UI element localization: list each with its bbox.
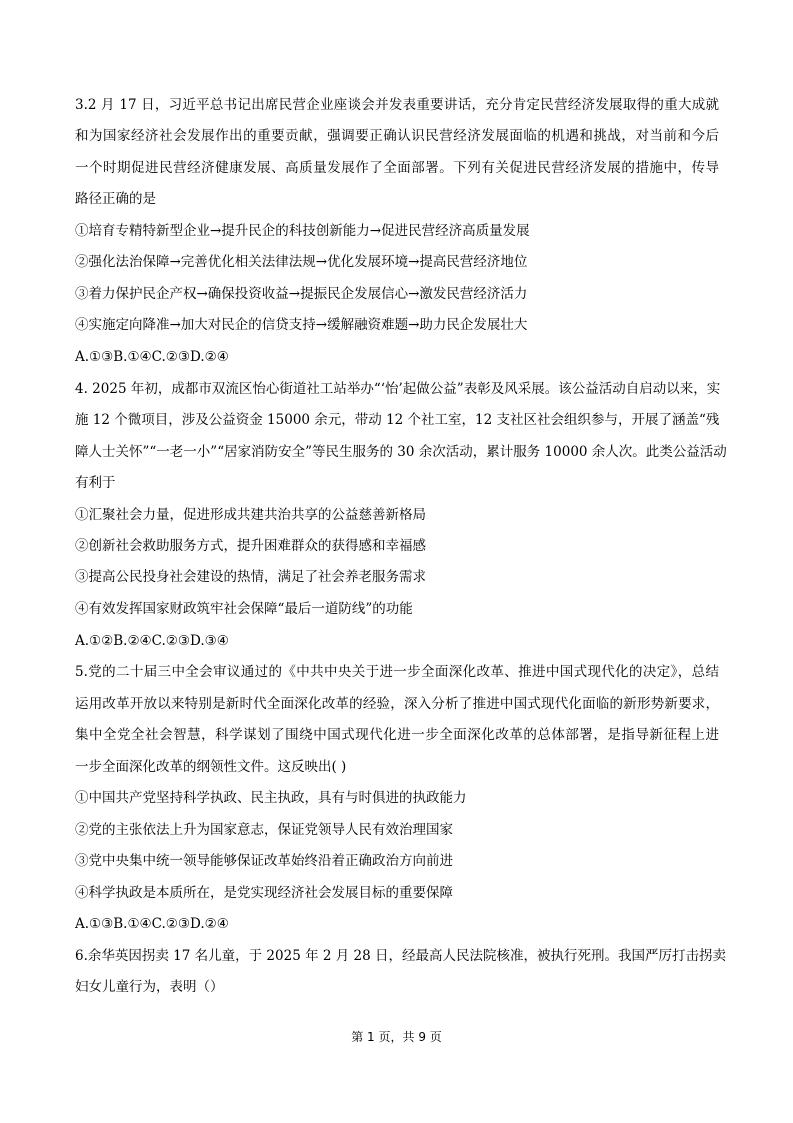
q5-answer-choices: A.①③B.①④C.②③D.②④ [75,916,229,932]
q3-option-4: ④实施定向降准→加大对民企的信贷支持→缓解融资难题→助力民企发展壮大 [75,317,528,333]
page-number-footer: 第 1 页，共 9 页 [351,1030,442,1044]
q3-option-3: ③着力保护民企产权→确保投资收益→提振民企发展信心→激发民营经济活力 [75,286,528,302]
q6-stem-line-1: 6.余华英因拐卖 17 名儿童，于 2025 年 2 月 28 日，经最高人民法院核准，被执行死刑。我国严厉打击拐卖 [75,948,727,964]
q4-stem-line-4: 有利于 [75,475,116,491]
q4-option-1: ①汇聚社会力量，促进形成共建共治共享的公益慈善新格局 [75,507,426,523]
q6-stem-line-2: 妇女儿童行为，表明（） [75,979,224,995]
q4-option-4: ④有效发挥国家财政筑牢社会保障“最后一道防线”的功能 [75,601,413,617]
q4-option-2: ②创新社会救助服务方式，提升困难群众的获得感和幸福感 [75,538,426,554]
q4-stem-line-1: 4. 2025 年初，成都市双流区怡心街道社工站举办“‘怡’起做公益”表彰及风采展。该公益活动自启动以来，实 [75,381,721,397]
q5-option-4: ④科学执政是本质所在，是党实现经济社会发展目标的重要保障 [75,885,453,901]
q3-option-2: ②强化法治保障→完善优化相关法律法规→优化发展环境→提高民营经济地位 [75,254,528,270]
q5-stem-line-3: 集中全党全社会智慧，科学谋划了围绕中国式现代化进一步全面深化改革的总体部署，是指导新征程上进 [75,727,719,743]
q4-stem-line-3: 障人士关怀”“一老一小”“居家消防安全”等民生服务的 30 余次活动，累计服务 10000 余人次。此类公益活动 [75,444,727,460]
q3-stem-line-3: 一个时期促进民营经济健康发展、高质量发展作了全面部署。下列有关促进民营经济发展的措施中，传导 [75,160,719,176]
q5-option-2: ②党的主张依法上升为国家意志，保证党领导人民有效治理国家 [75,822,453,838]
q4-answer-choices: A.①②B.②④C.②③D.③④ [75,633,229,649]
q3-stem-line-4: 路径正确的是 [75,191,156,207]
q3-stem-line-2: 和为国家经济社会发展作出的重要贡献，强调要正确认识民营经济发展面临的机遇和挑战，对当前和今后 [75,128,719,144]
q5-stem-line-4: 一步全面深化改革的纲领性文件。这反映出( ) [75,759,347,775]
q5-stem-line-1: 5.党的二十届三中全会审议通过的《中共中央关于进一步全面深化改革、推进中国式现代化的决定》，总结 [75,664,719,680]
q3-answer-choices: A.①③B.①④C.②③D.②④ [75,349,229,365]
q3-stem-line-1: 3.2 月 17 日，习近平总书记出席民营企业座谈会并发表重要讲话，充分肯定民营经济发展取得的重大成就 [75,97,719,113]
q5-option-3: ③党中央集中统一领导能够保证改革始终沿着正确政治方向前进 [75,853,453,869]
q5-option-1: ①中国共产党坚持科学执政、民主执政，具有与时俱进的执政能力 [75,790,467,806]
q4-option-3: ③提高公民投身社会建设的热情，满足了社会养老服务需求 [75,569,426,585]
q3-option-1: ①培育专精特新型企业→提升民企的科技创新能力→促进民营经济高质量发展 [75,223,530,239]
q4-stem-line-2: 施 12 个微项目，涉及公益资金 15000 余元，带动 12 个社工室，12 支社区社会组织参与，开展了涵盖“残 [75,412,720,428]
q5-stem-line-2: 运用改革开放以来特别是新时代全面深化改革的经验，深入分析了推进中国式现代化面临的新形势新要求， [75,696,719,712]
